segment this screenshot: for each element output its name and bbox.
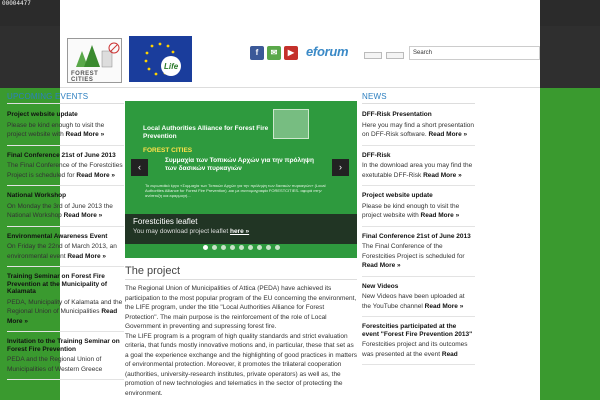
logo-text: FOREST CITIES	[71, 71, 99, 83]
upcoming-events	[7, 92, 124, 383]
news	[362, 92, 475, 368]
list-item	[7, 335, 124, 380]
facebook-icon[interactable]: f	[250, 46, 264, 60]
item-text-body: PEDA and the Regional Union of Municipalities of Western Greece	[7, 356, 103, 373]
item-text	[362, 340, 475, 359]
main-paragraph-2: The LIFE program is a program of high quality standards and strict evaluation criteria, that funds mostly innovative motions and, in particular, these that set as a goal the experience exchange and the highlighting of good practices in matters of environmental protection. Moreover, it promotes the trilateral cooperation (authorities, university-research institutes, private operators) as well as, the promotion of new technologies and telematics in the sector of protecting the environment.	[125, 332, 357, 397]
list-item	[362, 149, 475, 187]
slider-next-button[interactable]: ›	[332, 159, 349, 176]
upcoming-events-list	[7, 108, 124, 380]
item-text-body: PEDA, Municipality of Kalamata and the Regional Union of Municipalities	[7, 298, 123, 315]
item-title[interactable]: Environmental Awareness Event	[7, 232, 108, 240]
item-text-body: The Final Conference of the Forestcities Project is scheduled for	[362, 243, 465, 260]
list-item	[7, 230, 124, 268]
slider-dot[interactable]	[203, 245, 208, 250]
read-more-link[interactable]: Read More »	[362, 262, 401, 269]
caption-title: Forestcities leaflet	[133, 217, 198, 226]
list-item	[7, 270, 124, 332]
slider-dot[interactable]	[257, 245, 262, 250]
slider-caption	[125, 214, 357, 244]
image-slider	[125, 101, 357, 258]
slider-dot[interactable]	[239, 245, 244, 250]
item-title[interactable]: Training Seminar on Forest Fire Prevention at the Municipality of Kalamata	[7, 273, 108, 295]
main-content	[125, 265, 357, 398]
read-more-link[interactable]: Read	[441, 350, 458, 358]
item-text	[7, 121, 124, 140]
item-title[interactable]: DFF-Risk	[362, 151, 391, 159]
forestcities-logo[interactable]	[67, 38, 122, 83]
list-item	[362, 230, 475, 277]
main-paragraph-1: The Regional Union of Municipalities of Attica (PEDA) have achieved its participation to the most popular program of the EU concerning the environment, the LIFE program, under the title "Local Authorities Alliance for Forest Protection". The main purpose is the reinforcement of the role of Local Government in preventing and supressing forest fire.	[125, 285, 357, 330]
language-button-1[interactable]	[364, 52, 382, 59]
item-text-body: Please be kind enough to visit the project website with	[362, 202, 460, 219]
item-text	[7, 242, 124, 261]
read-more-link[interactable]: Read More »	[65, 131, 105, 138]
item-text-body: Here you may find a short presentation on DFF-Risk software.	[362, 121, 475, 138]
read-more-link[interactable]: Read More »	[76, 171, 116, 179]
list-item	[7, 108, 124, 146]
slider-dot[interactable]	[248, 245, 253, 250]
item-text	[7, 202, 124, 221]
item-text-body: The Final Conference of the Forestcities Project is scheduled for	[7, 162, 123, 179]
social-links	[250, 46, 298, 60]
life-text: Life	[164, 62, 179, 71]
read-more-link[interactable]: Read More »	[420, 212, 460, 219]
youtube-icon[interactable]: ▶	[284, 46, 298, 60]
item-text	[362, 242, 475, 271]
item-text	[362, 202, 475, 221]
item-title[interactable]: Project website update	[7, 111, 78, 118]
item-text	[362, 292, 475, 311]
caption-text	[133, 228, 349, 235]
slide-body-text: Το ευρωπαϊκό έργο «Συμμαχία των Τοπικών Αρχών για την πρόληψη των δασικών πυρκαγιών» (Local Authorities Alliance for Forest Fire Prevention) -και με συντομογραφία FORESTCITIES- αφορά στην ανάπτυξη και εφαρμογή...	[145, 183, 326, 198]
item-title[interactable]: Final Conference 21st of June 2013	[362, 232, 471, 240]
language-button-2[interactable]	[386, 52, 404, 59]
caption-link[interactable]: here »	[229, 228, 250, 235]
slide-subtitle: FOREST CITIES	[143, 147, 193, 154]
item-text-body: On Friday the 22nd of March 2013, an environmental event	[7, 243, 117, 260]
caption-text-label: You may download project leaflet	[133, 228, 229, 235]
read-more-link[interactable]: Read More »	[63, 212, 103, 219]
item-title[interactable]: Final Conference 21st of June 2013	[7, 151, 116, 159]
read-more-link[interactable]: Read More »	[428, 131, 468, 138]
item-title[interactable]: Forestcities participated at the event "Forest Fire Prevention 2013"	[362, 323, 473, 338]
item-text-body: Forestcities project and its outcomes was presented at the event	[362, 341, 468, 358]
list-item	[362, 108, 475, 146]
slide-greek-title: Συμμαχία των Τοπικών Αρχών για την πρόληψη των δασικών πυρκαγιών	[165, 157, 314, 172]
item-text-body: New Videos have been uploaded at the YouTube channel	[362, 293, 465, 310]
item-title[interactable]: Project website update	[362, 192, 433, 199]
read-more-link[interactable]: Read More »	[424, 302, 464, 310]
item-text-body: In the download area you may find the exetutable DFF-Risk	[362, 162, 473, 179]
item-text	[7, 298, 124, 327]
slider-dots	[125, 245, 357, 250]
item-text	[362, 161, 475, 180]
slider-dot[interactable]	[230, 245, 235, 250]
item-text	[362, 121, 475, 140]
item-title[interactable]: DFF-Risk Presentation	[362, 111, 432, 118]
page-title: The project	[125, 265, 357, 280]
item-text	[7, 161, 124, 180]
item-title[interactable]: Invitation to the Training Seminar on Forest Fire Prevention	[7, 338, 120, 353]
page-id: 00004477	[2, 0, 31, 7]
header	[60, 26, 540, 88]
slide-headline: Local Authorities Alliance for Forest Fire Prevention	[143, 125, 269, 140]
list-item	[362, 320, 475, 365]
news-list	[362, 108, 475, 365]
eu-life-logo[interactable]	[129, 36, 192, 82]
item-text-body: On Monday the 3rd of June 2013 the National Workshop	[7, 202, 113, 219]
news-title: NEWS	[362, 92, 475, 104]
upcoming-events-title: UPCOMING EVENTS	[7, 92, 124, 104]
item-title[interactable]: National Workshop	[7, 192, 67, 199]
slider-dot[interactable]	[212, 245, 217, 250]
item-text	[7, 355, 124, 374]
read-more-link[interactable]: Read More »	[67, 252, 107, 260]
slider-dot[interactable]	[221, 245, 226, 250]
slider-prev-button[interactable]: ‹	[131, 159, 148, 176]
list-item	[7, 149, 124, 187]
item-title[interactable]: New Videos	[362, 282, 399, 290]
eforum-link[interactable]: eforum	[306, 44, 349, 59]
slider-dot[interactable]	[266, 245, 271, 250]
list-item	[362, 280, 475, 318]
list-item	[362, 189, 475, 227]
list-item	[7, 189, 124, 227]
slider-dot[interactable]	[275, 245, 280, 250]
slide-logo	[273, 109, 309, 139]
email-icon[interactable]: ✉	[267, 46, 281, 60]
read-more-link[interactable]: Read More »	[7, 308, 118, 325]
read-more-link[interactable]: Read More »	[423, 171, 462, 179]
eu-stars-icon	[129, 36, 192, 82]
item-text-body: Please be kind enough to visit the project website with	[7, 121, 105, 138]
search-input[interactable]: Search	[409, 46, 540, 60]
